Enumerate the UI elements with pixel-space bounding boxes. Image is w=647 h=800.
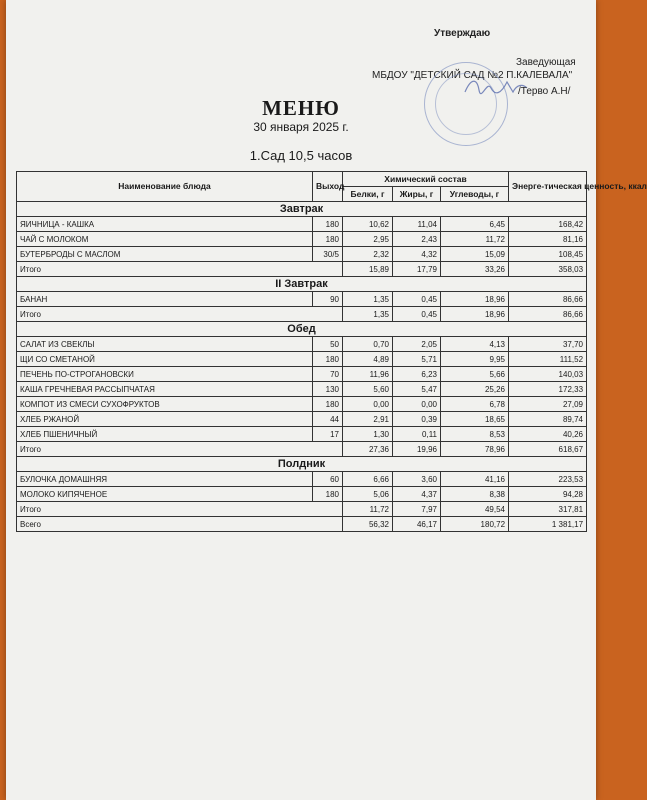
- total-fat: 0,45: [393, 307, 441, 322]
- dish-output: 50: [313, 337, 343, 352]
- total-carbs: 49,54: [441, 502, 509, 517]
- dish-energy: 40,26: [509, 427, 587, 442]
- dish-fat: 5,71: [393, 352, 441, 367]
- grand-total-row: [17, 517, 587, 532]
- total-fat: 7,97: [393, 502, 441, 517]
- dish-output: 130: [313, 382, 343, 397]
- total-protein: 15,89: [343, 262, 393, 277]
- header-output: Выход: [313, 172, 343, 202]
- total-fat: 19,96: [393, 442, 441, 457]
- dish-name: КОМПОТ ИЗ СМЕСИ СУХОФРУКТОВ: [17, 397, 313, 412]
- total-carbs: 78,96: [441, 442, 509, 457]
- dish-output: 70: [313, 367, 343, 382]
- table-row: [17, 292, 587, 307]
- dish-output: 44: [313, 412, 343, 427]
- dish-energy: 81,16: [509, 232, 587, 247]
- menu-date: 30 января 2025 г.: [253, 120, 349, 134]
- dish-fat: 2,43: [393, 232, 441, 247]
- dish-name: ЩИ СО СМЕТАНОЙ: [17, 352, 313, 367]
- dish-name: ХЛЕБ ПШЕНИЧНЫЙ: [17, 427, 313, 442]
- dish-carbs: 6,45: [441, 217, 509, 232]
- header-carbohydrates: Углеводы, г: [441, 187, 509, 202]
- total-row: [17, 442, 587, 457]
- header-fat: Жиры, г: [393, 187, 441, 202]
- menu-table: [16, 171, 647, 532]
- table-row: [17, 352, 587, 367]
- dish-fat: 4,37: [393, 487, 441, 502]
- dish-carbs: 8,53: [441, 427, 509, 442]
- total-protein: 11,72: [343, 502, 393, 517]
- dish-output: 90: [313, 292, 343, 307]
- header-protein: Белки, г: [343, 187, 393, 202]
- page-title: МЕНЮ: [262, 96, 340, 120]
- dish-energy: 94,28: [509, 487, 587, 502]
- dish-energy: 223,53: [509, 472, 587, 487]
- dish-fat: 11,04: [393, 217, 441, 232]
- dish-carbs: 5,66: [441, 367, 509, 382]
- total-carbs: 18,96: [441, 307, 509, 322]
- total-carbs: 33,26: [441, 262, 509, 277]
- dish-carbs: 15,09: [441, 247, 509, 262]
- dish-carbs: 41,16: [441, 472, 509, 487]
- dish-fat: 0,39: [393, 412, 441, 427]
- dish-fat: 6,23: [393, 367, 441, 382]
- dish-name: ЧАЙ С МОЛОКОМ: [17, 232, 313, 247]
- dish-protein: 2,95: [343, 232, 393, 247]
- approval-organization: МБДОУ "ДЕТСКИЙ САД №2 П.КАЛЕВАЛА": [372, 70, 573, 81]
- dish-output: 17: [313, 427, 343, 442]
- dish-energy: 168,42: [509, 217, 587, 232]
- dish-carbs: 6,78: [441, 397, 509, 412]
- approval-position: Заведующая: [516, 57, 576, 68]
- grand-total-fat: 46,17: [393, 517, 441, 532]
- dish-output: 180: [313, 397, 343, 412]
- table-row: [17, 367, 587, 382]
- dish-name: ПЕЧЕНЬ ПО-СТРОГАНОВСКИ: [17, 367, 313, 382]
- table-row: [17, 217, 587, 232]
- dish-name: КАША ГРЕЧНЕВАЯ РАССЫПЧАТАЯ: [17, 382, 313, 397]
- section-title: Завтрак: [17, 202, 587, 217]
- dish-fat: 5,47: [393, 382, 441, 397]
- dish-output: 180: [313, 232, 343, 247]
- section-title: Полдник: [17, 457, 587, 472]
- approval-signatory: /Терво А.Н/: [518, 86, 571, 97]
- dish-carbs: 11,72: [441, 232, 509, 247]
- dish-carbs: 9,95: [441, 352, 509, 367]
- dish-carbs: 25,26: [441, 382, 509, 397]
- header-chemical-composition: Химический состав: [343, 172, 509, 187]
- dish-output: 180: [313, 217, 343, 232]
- dish-fat: 4,32: [393, 247, 441, 262]
- grand-total-protein: 56,32: [343, 517, 393, 532]
- dish-fat: 3,60: [393, 472, 441, 487]
- total-label: Итого: [17, 262, 343, 277]
- table-row: [17, 472, 587, 487]
- total-label: Итого: [17, 502, 343, 517]
- dish-protein: 10,62: [343, 217, 393, 232]
- dish-carbs: 18,96: [441, 292, 509, 307]
- dish-fat: 0,00: [393, 397, 441, 412]
- total-energy: 618,67: [509, 442, 587, 457]
- table-row: [17, 412, 587, 427]
- dish-carbs: 8,38: [441, 487, 509, 502]
- total-energy: 358,03: [509, 262, 587, 277]
- table-row: [17, 487, 587, 502]
- dish-fat: 2,05: [393, 337, 441, 352]
- dish-energy: 140,03: [509, 367, 587, 382]
- total-energy: 86,66: [509, 307, 587, 322]
- dish-energy: 27,09: [509, 397, 587, 412]
- dish-output: 180: [313, 352, 343, 367]
- dish-energy: 108,45: [509, 247, 587, 262]
- dish-protein: 1,35: [343, 292, 393, 307]
- total-label: Итого: [17, 442, 343, 457]
- dish-name: БАНАН: [17, 292, 313, 307]
- dish-protein: 5,06: [343, 487, 393, 502]
- total-protein: 27,36: [343, 442, 393, 457]
- dish-output: 30/5: [313, 247, 343, 262]
- total-row: [17, 262, 587, 277]
- dish-energy: 172,33: [509, 382, 587, 397]
- section-title: Обед: [17, 322, 587, 337]
- dish-name: САЛАТ ИЗ СВЕКЛЫ: [17, 337, 313, 352]
- dish-protein: 6,66: [343, 472, 393, 487]
- table-row: [17, 427, 587, 442]
- total-energy: 317,81: [509, 502, 587, 517]
- menu-sheet: [6, 0, 647, 800]
- dish-fat: 0,11: [393, 427, 441, 442]
- dish-output: 60: [313, 472, 343, 487]
- dish-name: МОЛОКО КИПЯЧЕНОЕ: [17, 487, 313, 502]
- dish-protein: 2,32: [343, 247, 393, 262]
- dish-carbs: 18,65: [441, 412, 509, 427]
- total-row: [17, 502, 587, 517]
- dish-output: 180: [313, 487, 343, 502]
- dish-name: ХЛЕБ РЖАНОЙ: [17, 412, 313, 427]
- dish-fat: 0,45: [393, 292, 441, 307]
- grand-total-carbs: 180,72: [441, 517, 509, 532]
- dish-protein: 0,00: [343, 397, 393, 412]
- dish-protein: 2,91: [343, 412, 393, 427]
- table-row: [17, 382, 587, 397]
- total-row: [17, 307, 587, 322]
- dish-protein: 4,89: [343, 352, 393, 367]
- grand-total-label: Всего: [17, 517, 343, 532]
- grand-total-energy: 1 381,17: [509, 517, 587, 532]
- dish-protein: 0,70: [343, 337, 393, 352]
- dish-energy: 111,52: [509, 352, 587, 367]
- total-label: Итого: [17, 307, 343, 322]
- dish-protein: 11,96: [343, 367, 393, 382]
- total-protein: 1,35: [343, 307, 393, 322]
- table-row: [17, 232, 587, 247]
- section-title: II Завтрак: [17, 277, 587, 292]
- table-row: [17, 397, 587, 412]
- dish-protein: 1,30: [343, 427, 393, 442]
- menu-subtitle: 1.Сад 10,5 часов: [249, 148, 353, 163]
- dish-energy: 89,74: [509, 412, 587, 427]
- dish-name: ЯИЧНИЦА - КАШКА: [17, 217, 313, 232]
- header-dish-name: Наименование блюда: [17, 172, 313, 202]
- total-fat: 17,79: [393, 262, 441, 277]
- table-row: [17, 247, 587, 262]
- dish-carbs: 4,13: [441, 337, 509, 352]
- dish-name: БУТЕРБРОДЫ С МАСЛОМ: [17, 247, 313, 262]
- approval-heading: Утверждаю: [434, 28, 491, 39]
- header-energy-value: Энерге-тическая ценность, ккал: [509, 172, 587, 202]
- dish-protein: 5,60: [343, 382, 393, 397]
- dish-energy: 37,70: [509, 337, 587, 352]
- dish-energy: 86,66: [509, 292, 587, 307]
- table-row: [17, 337, 587, 352]
- dish-name: БУЛОЧКА ДОМАШНЯЯ: [17, 472, 313, 487]
